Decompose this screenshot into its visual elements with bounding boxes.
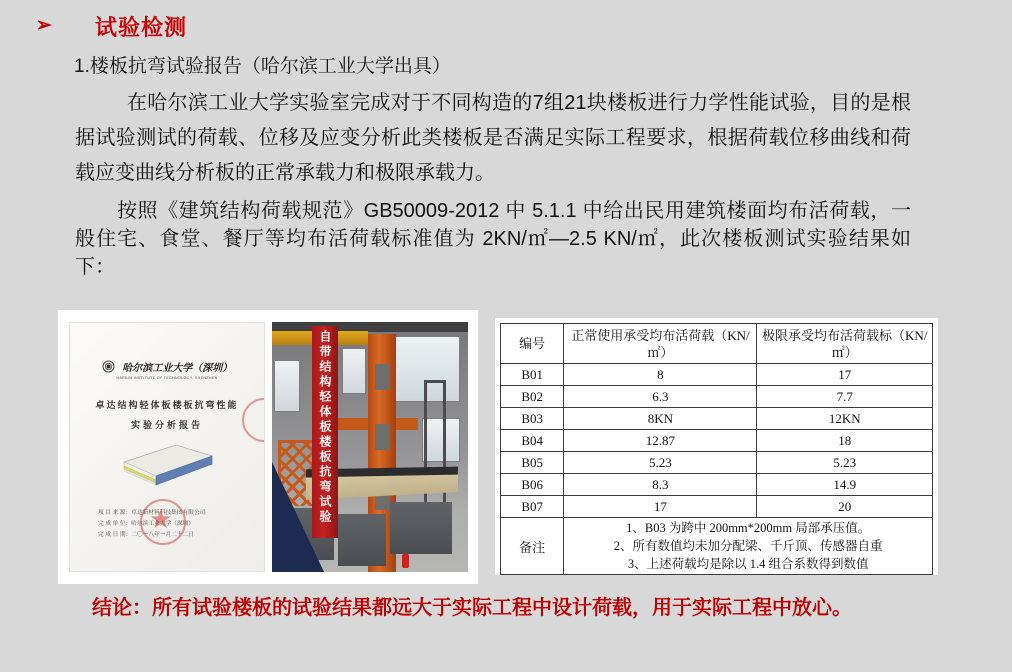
table-remarks-row [501, 518, 933, 575]
col-header-id: 编号 [501, 324, 564, 364]
remarks-label: 备注 [501, 518, 564, 575]
table-row: B03 8KN 12KN [501, 408, 933, 430]
col-header-normal-load: 正常使用承受均布活荷载（KN/㎡） [564, 324, 757, 364]
red-seal-star-icon: ★ [149, 504, 173, 534]
page-title: 试验检测 [95, 15, 188, 40]
section-heading: 1.楼板抗弯试验报告（哈尔滨工业大学出具） [74, 56, 451, 77]
column-cutout [375, 364, 389, 390]
banner-text: 自带结构轻体板楼板抗弯试验 [318, 330, 332, 525]
results-table-panel [495, 318, 938, 575]
table-row: B01 8 17 [501, 364, 933, 386]
table-row: B06 8.3 14.9 [501, 474, 933, 496]
red-banner [312, 326, 338, 538]
report-title-line1: 卓达结构轻体板楼板抗弯性能 [95, 400, 239, 410]
concrete-block [390, 502, 452, 554]
table-row: B04 12.87 18 [501, 430, 933, 452]
table-row: B05 5.23 5.23 [501, 452, 933, 474]
paragraph-code-reference: 按照《建筑结构荷载规范》GB50009-2012 中 5.1.1 中给出民用建筑楼面均布活荷载，一般住宅、食堂、餐厅等均布活荷载标准值为 2KN/㎡—2.5 KN/㎡，此次楼板测试实验结果如下： [75, 200, 911, 278]
arrow-bullet-icon: ➢ [36, 15, 52, 36]
table-row: B02 6.3 7.7 [501, 386, 933, 408]
remarks-content: 1、B03 为跨中 200mm*200mm 局部承压值。 2、所有数值均未加分配梁、千斤顶、传感器自重 3、上述荷载均是除以 1.4 组合系数得到数值 [564, 518, 933, 575]
window [342, 348, 366, 394]
report-meta-date: 完 成 日 期：二〇一八年一月二十二日 [98, 532, 194, 538]
paragraph-test-overview: 在哈尔滨工业大学实验室完成对于不同构造的7组21块楼板进行力学性能试验，目的是根据试验测试的荷载、位移及应变分析此类楼板是否满足实际工程要求，根据荷载位移曲线和荷载应变曲线分析板的正常承载力和极限承载力。 [75, 92, 911, 184]
results-table [500, 323, 933, 575]
conclusion-text: 结论：所有试验楼板的试验结果都远大于实际工程中设计荷载，用于实际工程中放心。 [92, 597, 852, 619]
report-meta-source: 项 目 来 源：卓达新材料科技集团有限公司 [98, 510, 206, 516]
table-row: B07 17 20 [501, 496, 933, 518]
column-cutout [375, 424, 389, 450]
table-header-row [501, 324, 933, 364]
body-text [75, 86, 911, 281]
report-cover-photo [69, 322, 265, 572]
fire-extinguisher-icon [402, 554, 409, 568]
photos-panel [58, 310, 478, 584]
university-logo-row [70, 358, 264, 376]
window [274, 360, 300, 412]
test-rig-photo [272, 322, 468, 572]
university-emblem-icon [102, 360, 115, 373]
concrete-block [338, 514, 386, 566]
report-meta-unit: 完 成 单 位：哈尔滨工业大学（深圳） [98, 521, 194, 527]
university-name: 哈尔滨工业大学（深圳） [122, 363, 233, 375]
university-name-en: HARBIN INSTITUTE OF TECHNOLOGY, SHENZHEN [116, 375, 218, 380]
col-header-ultimate-load: 极限承受均布活荷载标（KN/㎡） [757, 324, 933, 364]
slab-illustration [118, 441, 218, 493]
report-title-line2: 实验分析报告 [130, 420, 203, 430]
